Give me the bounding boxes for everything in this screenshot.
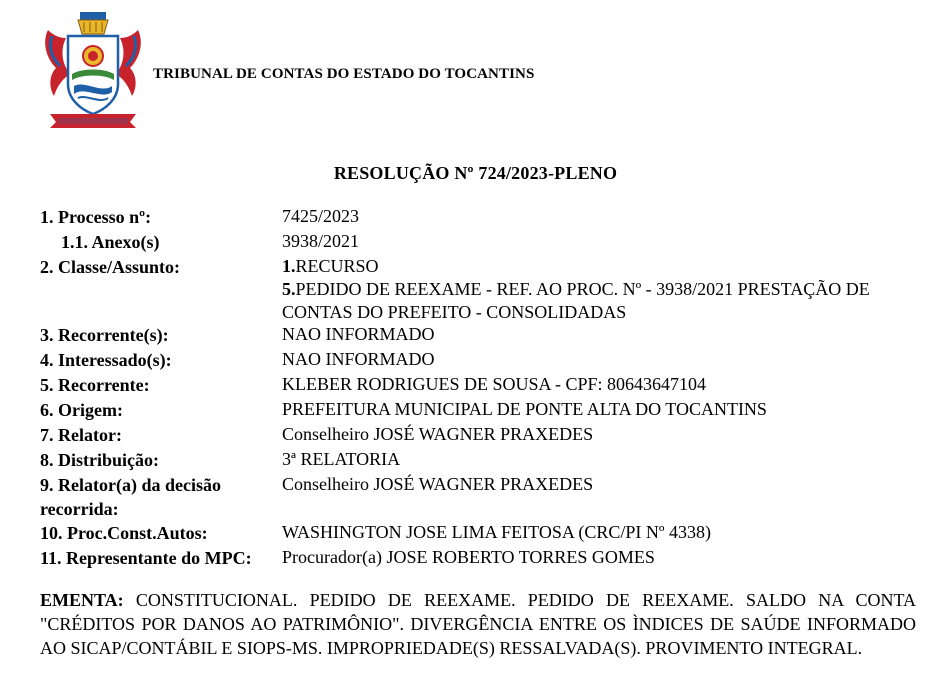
field-value: Conselheiro JOSÉ WAGNER PRAXEDES (282, 474, 594, 494)
field-value: Conselheiro JOSÉ WAGNER PRAXEDES (282, 424, 594, 444)
ementa-text: CONSTITUCIONAL. PEDIDO DE REEXAME. PEDIDO DE REEXAME. SALDO NA CONTA "CRÉDITOS POR DANOS AO PATRIMÔNIO". DIVERGÊNCIA ENTRE OS ÌNDICES DE SAÚDE INFORMADO AO SICAP/CONTÁBIL E SIOPS-MS. IMPROPRIEDADE(S) RESSALVADA(S). PROVIMENTO INTEGRAL. (40, 590, 916, 658)
field-label: 10. Proc.Const.Autos: (40, 523, 208, 543)
field-label: 7. Relator: (40, 425, 122, 445)
field-label: 1. Processo nº: (40, 207, 152, 227)
field-label (40, 473, 280, 521)
field-value: 7425/2023 (282, 206, 360, 226)
field-value: Procurador(a) JOSE ROBERTO TORRES GOMES (282, 547, 655, 567)
classe-item-number: 5. (282, 279, 296, 299)
ementa-paragraph (40, 588, 916, 660)
field-label: 4. Interessado(s): (40, 350, 172, 370)
field-label: 8. Distribuição: (40, 450, 159, 470)
field-value: NAO INFORMADO (282, 349, 435, 369)
organization-name: TRIBUNAL DE CONTAS DO ESTADO DO TOCANTINS (153, 66, 535, 82)
classe-item-1 (282, 255, 912, 278)
resolution-title: RESOLUÇÃO Nº 724/2023-PLENO (333, 163, 618, 183)
field-label: 1.1. Anexo(s) (61, 232, 160, 252)
field-value: PREFEITURA MUNICIPAL DE PONTE ALTA DO TOCANTINS (282, 399, 767, 419)
field-value: 3ª RELATORIA (282, 449, 401, 469)
field-value: NAO INFORMADO (282, 324, 435, 344)
field-label: 2. Classe/Assunto: (40, 257, 181, 277)
field-value: WASHINGTON JOSE LIMA FEITOSA (CRC/PI Nº 4338) (282, 522, 711, 542)
coat-of-arms-icon (40, 8, 146, 132)
field-label-line: 9. Relator(a) da decisão (40, 475, 221, 495)
classe-item-text: RECURSO (295, 256, 379, 276)
field-label: 11. Representante do MPC: (40, 548, 252, 568)
field-label: 5. Recorrente: (40, 375, 150, 395)
ementa-label: EMENTA: (40, 590, 124, 610)
field-value: KLEBER RODRIGUES DE SOUSA - CPF: 80643647104 (282, 374, 707, 394)
classe-item-number: 1. (282, 256, 296, 276)
field-value (282, 255, 912, 324)
document-header (40, 8, 940, 132)
classe-item-2 (282, 278, 912, 324)
classe-item-text: PEDIDO DE REEXAME - REF. AO PROC. Nº - 3938/2021 PRESTAÇÃO DE CONTAS DO PREFEITO - CONSOLIDADAS (282, 279, 870, 322)
field-value: 3938/2021 (282, 231, 360, 251)
field-label: 3. Recorrente(s): (40, 325, 169, 345)
field-label: 6. Origem: (40, 400, 123, 420)
field-label-line: recorrida: (40, 499, 119, 519)
